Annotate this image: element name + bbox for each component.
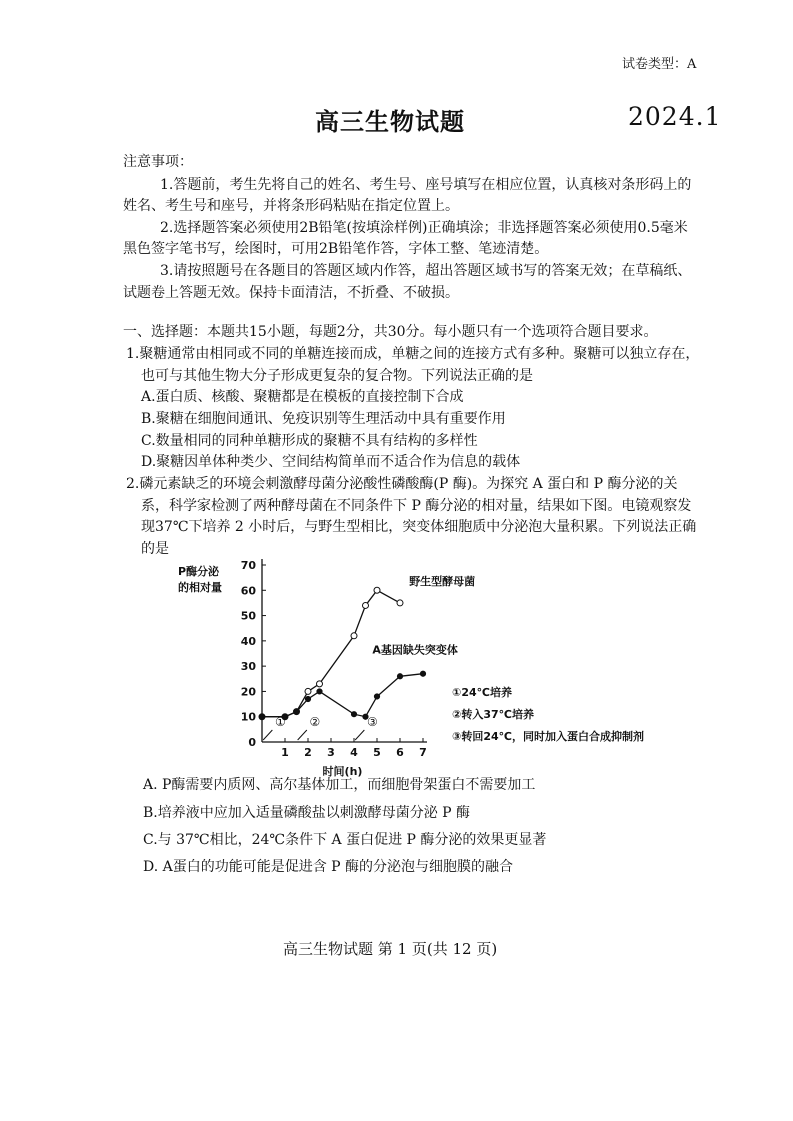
data-point	[317, 689, 322, 694]
data-point	[351, 633, 357, 639]
series-line	[262, 674, 423, 717]
event-arrow	[355, 730, 364, 740]
question-2-stem: 的是	[141, 541, 169, 557]
y-tick-label: 60	[240, 584, 256, 598]
question-1-stem: 也可与其他生物大分子形成更复杂的复合物。下列说法正确的是	[141, 368, 533, 384]
data-point	[305, 696, 310, 701]
data-point	[374, 587, 380, 593]
y-tick-label: 70	[240, 559, 256, 572]
y-tick-label: 40	[240, 634, 256, 648]
data-point	[397, 674, 402, 679]
notice-line: 1.答题前，考生先将自己的姓名、考生号、座号填写在相应位置，认真核对条形码上的	[160, 177, 692, 193]
y-tick-label: 10	[240, 710, 256, 724]
y-tick-label: 20	[240, 685, 256, 699]
x-tick-label: 2	[304, 746, 312, 759]
y-tick-label: 30	[240, 660, 256, 674]
data-point	[317, 681, 323, 687]
notice-line: 黑色签字笔书写，绘图时，可用2B铅笔作答，字体工整、笔迹清楚。	[123, 241, 549, 257]
data-point	[397, 600, 403, 606]
y-axis-label: P酶分泌	[178, 565, 220, 578]
question-2-option-b: B.培养液中应加入适量磷酸盐以刺激酵母菌分泌 P 酶	[143, 805, 471, 821]
x-tick-label: 7	[419, 746, 427, 759]
question-1-option-c: C.数量相同的同种单糖形成的聚糖不具有结构的多样性	[141, 433, 478, 449]
x-tick-label: 3	[327, 746, 335, 759]
data-point	[374, 694, 379, 699]
x-tick-label: 5	[373, 746, 381, 759]
notice-line: 试题卷上答题无效。保持卡面清洁，不折叠、不破损。	[123, 285, 459, 301]
event-arrow	[263, 730, 272, 740]
page-footer: 高三生物试题 第 1 页(共 12 页)	[283, 940, 498, 958]
question-1-option-b: B.聚糖在细胞间通讯、免疫识别等生理活动中具有重要作用	[141, 411, 506, 427]
paper-type-label: 试卷类型：A	[622, 57, 697, 72]
series-label: 野生型酵母菌	[409, 575, 476, 589]
notice-line: 2.选择题答案必须使用2B铅笔(按填涂样例)正确填涂；非选择题答案必须使用0.5毫米	[160, 220, 688, 236]
notice-title: 注意事项：	[123, 154, 193, 170]
data-point	[420, 671, 425, 676]
notice-line: 姓名、考生号和座号，并将条形码粘贴在指定位置上。	[123, 198, 459, 214]
question-2-option-d: D. A蛋白的功能可能是促进含 P 酶的分泌泡与细胞膜的融合	[143, 859, 514, 875]
y-axis-label: 的相对量	[178, 581, 222, 594]
x-tick-label: 1	[281, 746, 289, 759]
x-axis-label: 时间(h)	[322, 765, 363, 778]
event-marker: ①	[275, 715, 286, 729]
page-title: 高三生物试题	[315, 107, 465, 136]
data-point	[351, 712, 356, 717]
question-1-stem: 1.聚糖通常由相同或不同的单糖连接而成，单糖之间的连接方式有多种。聚糖可以独立存在，	[126, 346, 700, 362]
p-enzyme-chart	[170, 555, 710, 780]
exam-date: 2024.1	[628, 102, 722, 131]
question-2-stem: 2.磷元素缺乏的环境会刺激酵母菌分泌酸性磷酸酶(P 酶)。为探究 A 蛋白和 P 酶分泌的关	[126, 476, 678, 492]
question-2-option-a: A. P酶需要内质网、高尔基体加工，而细胞骨架蛋白不需要加工	[143, 777, 536, 793]
question-1-option-a: A.蛋白质、核酸、聚糖都是在模板的直接控制下合成	[141, 389, 464, 405]
question-2-option-c: C.与 37℃相比，24℃条件下 A 蛋白促进 P 酶分泌的效果更显著	[143, 832, 547, 848]
y-tick-label: 50	[240, 609, 256, 623]
event-marker: ③	[367, 715, 378, 729]
question-2-stem: 现37℃下培养 2 小时后，与野生型相比，突变体细胞质中分泌泡大量积累。下列说法正确	[141, 519, 697, 535]
question-1-option-d: D.聚糖因单体种类少、空间结构简单而不适合作为信息的载体	[141, 454, 521, 470]
legend-entry: ②转入37℃培养	[452, 708, 534, 721]
legend-entry: ③转回24℃，同时加入蛋白合成抑制剂	[452, 730, 644, 743]
y-tick-label: 0	[248, 736, 256, 749]
event-arrow	[298, 730, 307, 740]
question-2-stem: 系，科学家检测了两种酵母菌在不同条件下 P 酶分泌的相对量，结果如下图。电镜观察发	[141, 498, 692, 514]
data-point	[259, 714, 264, 719]
series-label: A基因缺失突变体	[372, 643, 458, 657]
notice-line: 3.请按照题号在各题目的答题区域内作答，超出答题区域书写的答案无效；在草稿纸、	[160, 263, 692, 279]
data-point	[305, 688, 311, 694]
legend-entry: ①24℃培养	[452, 686, 512, 699]
data-point	[294, 709, 299, 714]
section-heading: 一、选择题：本题共15小题，每题2分，共30分。每小题只有一个选项符合题目要求。	[123, 324, 658, 340]
data-point	[363, 602, 369, 608]
x-tick-label: 6	[396, 746, 404, 759]
x-tick-label: 4	[350, 746, 358, 759]
event-marker: ②	[309, 715, 321, 729]
